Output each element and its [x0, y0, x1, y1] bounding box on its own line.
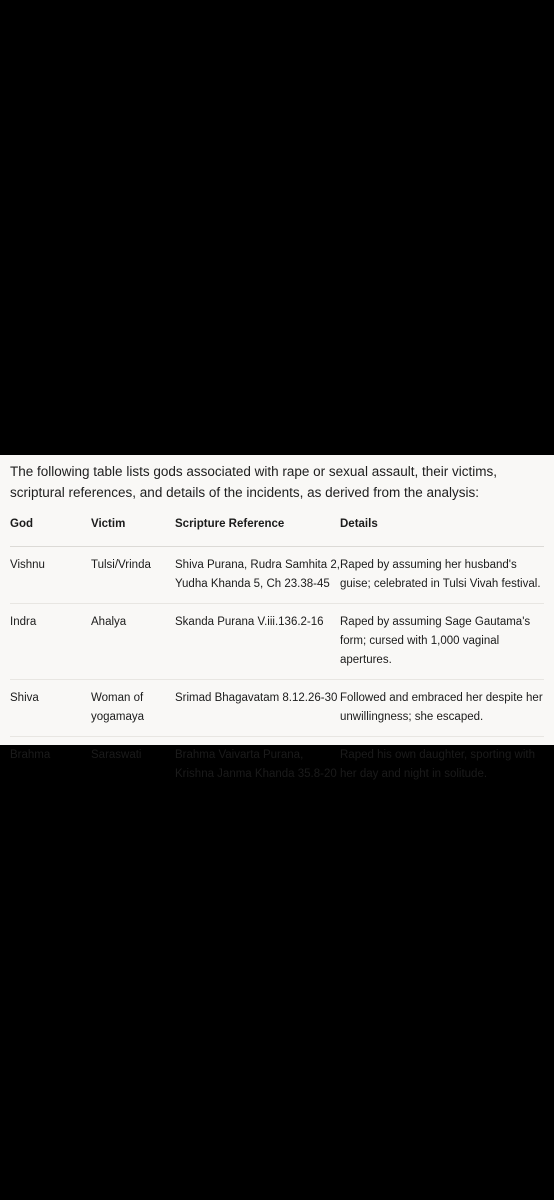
cell-god: Brahma: [10, 749, 51, 761]
cell-victim: Saraswati: [91, 749, 142, 761]
cell-god: Shiva: [10, 680, 91, 737]
cell-details: Raped by assuming Sage Gautama's form; cursed with 1,000 vaginal apertures.: [340, 604, 544, 680]
header-victim: Victim: [91, 515, 175, 547]
cell-details: Raped by assuming her husband's guise; celebrated in Tulsi Vivah festival.: [340, 547, 544, 604]
intro-paragraph: The following table lists gods associated with rape or sexual assault, their victims, scriptural references, and details of the incidents, as derived from the analysis:: [10, 464, 497, 500]
table-row: [10, 737, 544, 794]
cell-scripture-reference: Shiva Purana, Rudra Samhita 2, Yudha Khanda 5, Ch 23.38-45: [175, 547, 340, 604]
table-row: [10, 604, 544, 680]
table-row: [10, 680, 544, 737]
cell-scripture-reference: Brahma Vaivarta Purana, Krishna Janma Khanda 35.8-20: [175, 749, 337, 780]
cell-details: Raped his own daughter, sporting with her day and night in solitude.: [340, 749, 535, 780]
gods-table: [10, 515, 544, 793]
cell-god: Indra: [10, 604, 91, 680]
cell-scripture-reference: Skanda Purana V.iii.136.2-16: [175, 604, 340, 680]
header-scripture-reference: Scripture Reference: [175, 515, 340, 547]
cell-victim: Tulsi/Vrinda: [91, 547, 175, 604]
header-god: God: [10, 515, 91, 547]
cell-scripture-reference: Srimad Bhagavatam 8.12.26-30: [175, 680, 340, 737]
cell-victim: Woman of yogamaya: [91, 680, 175, 737]
cell-god: Vishnu: [10, 547, 91, 604]
cell-details: Followed and embraced her despite her unwillingness; she escaped.: [340, 680, 544, 737]
table-row: [10, 547, 544, 604]
header-details: Details: [340, 515, 544, 547]
cell-victim: Ahalya: [91, 604, 175, 680]
table-header-row: [10, 515, 544, 547]
content-panel: [0, 455, 554, 780]
